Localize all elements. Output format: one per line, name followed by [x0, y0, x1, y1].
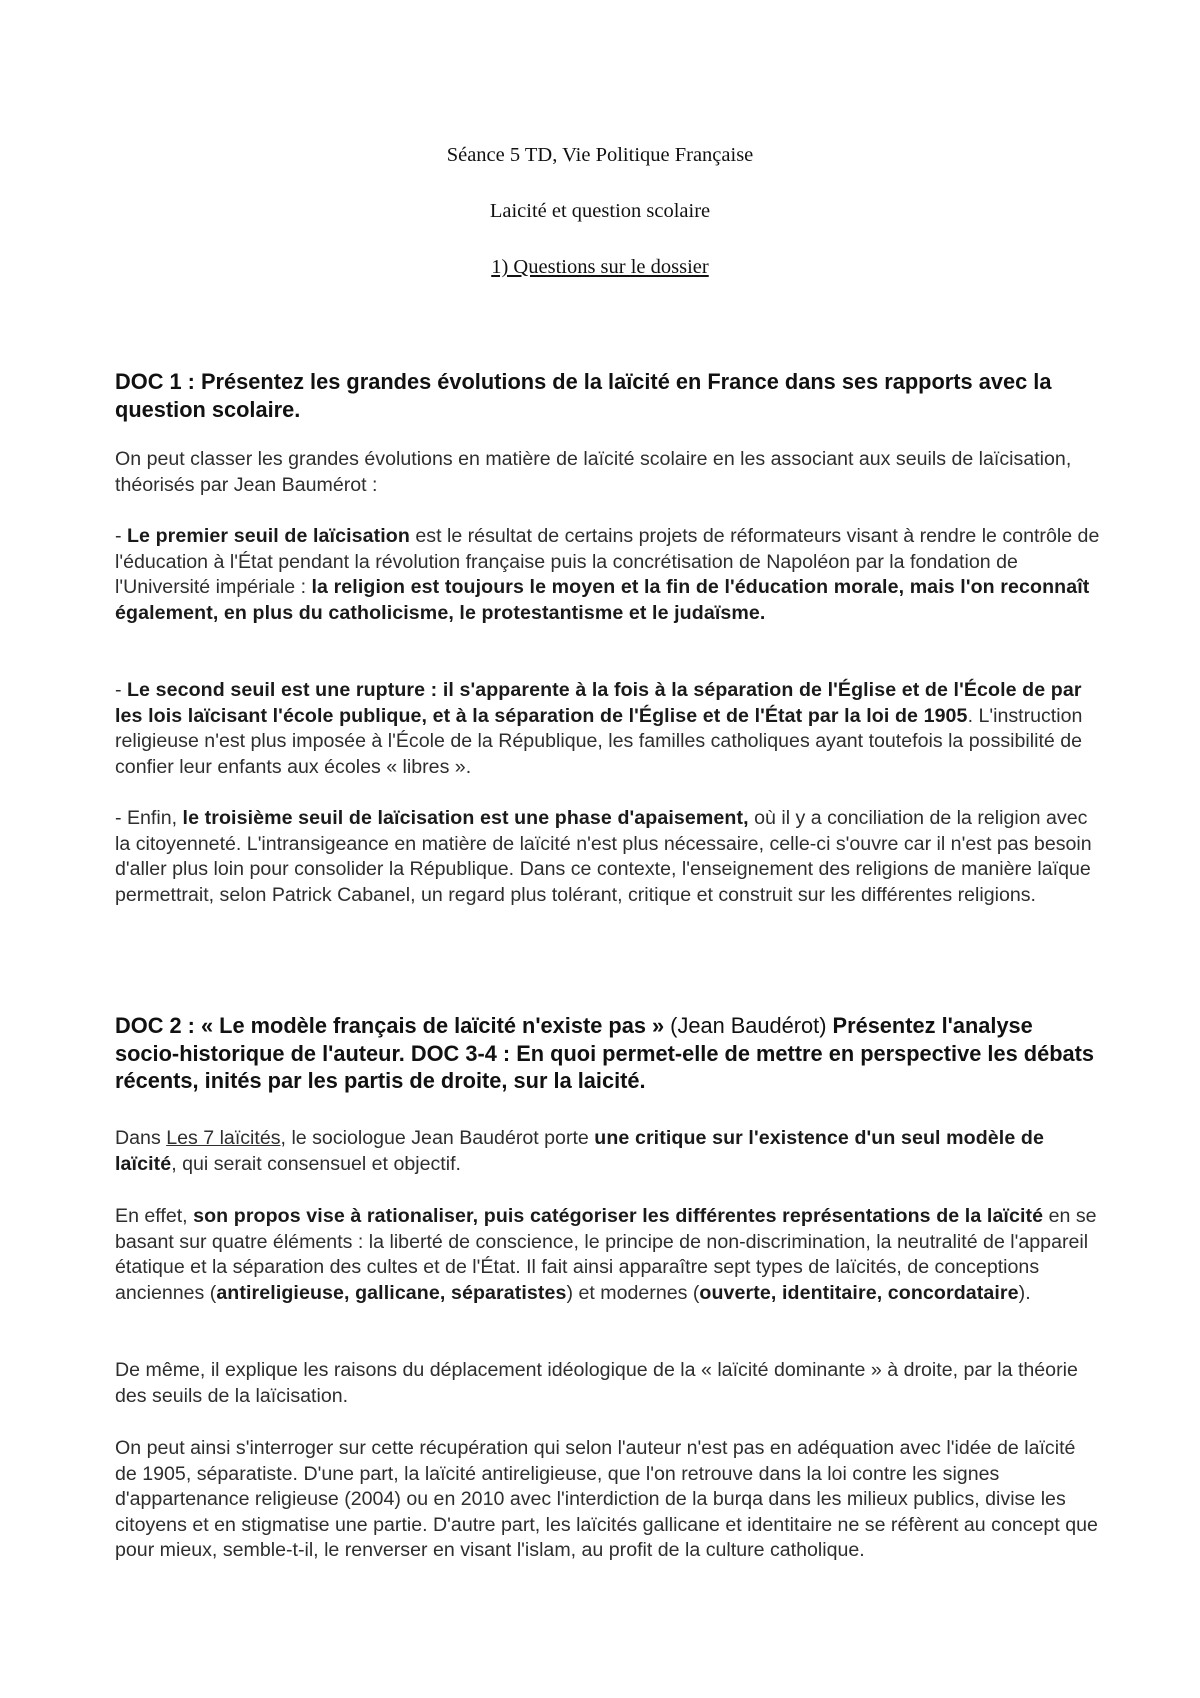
doc2-heading-title: DOC 2 : « Le modèle français de laïcité n'existe pas » — [115, 1013, 665, 1038]
doc2-p2-bold-1: son propos vise à rationaliser, puis catégoriser les différentes représentations de la laïcité — [193, 1205, 1044, 1227]
doc2-paragraph-3: De même, il explique les raisons du déplacement idéologique de la « laïcité dominante » à droite, par la théorie des seuils de la laïcisation. — [115, 1359, 1078, 1407]
doc1-third-threshold-text: où il y a conciliation de la religion avec la citoyenneté. L'intransigeance en matière de laïcité n'est plus nécessaire, celle-ci s'ouvre car il n'est pas besoin d'aller plus loin pour consolider la République. Dans ce contexte, l'enseignement des religions de manière laïque permettrait, selon Patrick Cabanel, un regard plus tolérant, critique et construit sur les différentes religions. — [115, 807, 1092, 906]
book-title: Les 7 laïcités, — [166, 1127, 286, 1149]
doc2-paragraph-2 — [115, 1204, 1100, 1306]
doc2-p2-bold-3: ouverte, identitaire, concordataire — [699, 1281, 1019, 1304]
doc2-p1-lead: Dans — [115, 1127, 167, 1149]
doc2-paragraph-4: On peut ainsi s'interroger sur cette récupération qui selon l'auteur n'est pas en adéquation avec l'idée de laïcité de 1905, séparatiste. D'une part, la laïcité antireligieuse, que l'on retrouve dans la loi contre les signes d'appartenance religieuse (2004) ou en 2010 avec l'interdiction de la burqa dans les milieux publics, divise les citoyens et en stigmatise une partie. D'autre part, les laïcités gallicane et identitaire ne se réfèrent au concept que pour mieux, semble-t-il, le renverser en visant l'islam, au profit de la culture catholique. — [115, 1437, 1098, 1562]
doc2-p2-text-1: en se basant sur quatre éléments : la liberté de conscience, le principe de non-discrimination, la neutralité de l'appareil étatique et la séparation des cultes et de l'État. Il fait ainsi apparaître sept types de laïcités, de conceptions anciennes ( — [115, 1205, 1097, 1304]
doc1-heading-label: DOC 1 : — [115, 369, 201, 394]
document-title: Séance 5 TD, Vie Politique Française — [446, 144, 754, 166]
doc1-third-threshold-lead: - Enfin, — [115, 807, 183, 829]
doc1-second-threshold-title: Le second seuil est une rupture : il s'apparente à la fois à la séparation de l'Église et de l'École de par les lois laïcisant l'école publique, et à la séparation de l'Église et de l'État par la loi de 1905 — [115, 679, 1082, 727]
doc2-p1-bold: une critique sur l'existence d'un seul modèle de laïcité — [115, 1127, 1044, 1175]
doc1-heading-question: Présentez les grandes évolutions de la laïcité en France dans ses rapports avec la question scolaire. — [115, 369, 1052, 422]
doc2-p1-text: le sociologue Jean Baudérot porte — [286, 1127, 595, 1149]
doc2-p2-lead: En effet, — [115, 1205, 194, 1227]
doc1-third-threshold-title: le troisième seuil de laïcisation est une phase d'apaisement, — [182, 807, 749, 829]
doc2-p2-text-2: ) et modernes ( — [566, 1281, 700, 1304]
doc2-p2-bold-2: antireligieuse, gallicane, séparatistes — [216, 1281, 567, 1304]
doc1-heading — [115, 368, 1100, 423]
doc2-p2-end: ). — [1018, 1281, 1031, 1304]
doc1-first-threshold — [115, 524, 1100, 626]
section-heading: 1) Questions sur le dossier — [491, 256, 709, 278]
list-dash: - — [115, 525, 127, 547]
doc1-second-threshold-text: . L'instruction religieuse n'est plus imposée à l'École de la République, les familles catholiques ayant toutefois la possibilité de confier leur enfants aux écoles « libres ». — [115, 704, 1083, 778]
doc1-first-threshold-title: Le premier seuil de laïcisation — [126, 525, 410, 547]
doc1-intro: On peut classer les grandes évolutions en matière de laïcité scolaire en les associant aux seuils de laïcisation, théorisés par Jean Baumérot : — [115, 448, 1072, 496]
list-dash: - — [115, 679, 127, 701]
doc1-third-threshold — [115, 806, 1100, 908]
doc2-paragraph-1 — [115, 1126, 1100, 1177]
doc2-heading — [115, 1012, 1100, 1095]
doc1-first-threshold-conclusion: la religion est toujours le moyen et la fin de l'éducation morale, mais l'on reconnaît également, en plus du catholicisme, le protestantisme et le judaïsme. — [115, 576, 1090, 624]
doc2-p1-end: , qui serait consensuel et objectif. — [171, 1152, 461, 1175]
doc2-heading-author: (Jean Baudérot) — [664, 1013, 833, 1038]
doc1-second-threshold — [115, 678, 1100, 780]
doc2-heading-question: Présentez l'analyse socio-historique de l'auteur. DOC 3-4 : En quoi permet-elle de mettre en perspective les débats récents, inités par les partis de droite, sur la laicité. — [115, 1013, 1095, 1093]
document-subtitle: Laicité et question scolaire — [489, 200, 711, 222]
doc1-first-threshold-text: est le résultat de certains projets de réformateurs visant à rendre le contrôle de l'éducation à l'État pendant la révolution française puis la concrétisation de Napoléon par la fondation de l'Université impériale : — [115, 525, 1100, 599]
